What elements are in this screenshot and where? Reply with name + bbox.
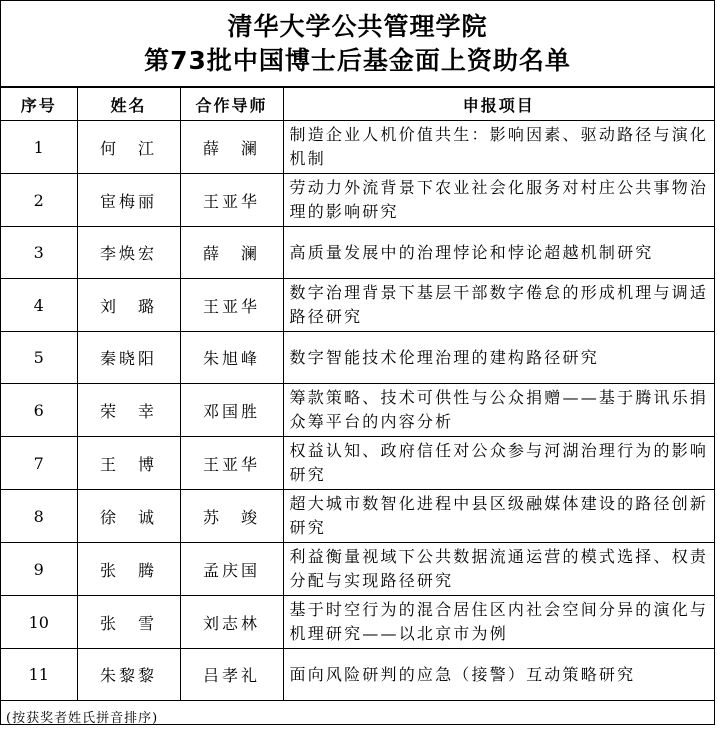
row-advisor: 王亚华 xyxy=(180,279,283,332)
header-project: 申报项目 xyxy=(283,88,714,121)
row-advisor: 王亚华 xyxy=(180,174,283,227)
row-name: 李焕宏 xyxy=(77,227,180,279)
table-row xyxy=(1,596,714,649)
row-advisor: 薛 澜 xyxy=(180,227,283,279)
row-name: 王 博 xyxy=(77,437,180,490)
header-name: 姓名 xyxy=(77,88,180,121)
table-row xyxy=(1,384,714,437)
row-advisor: 朱旭峰 xyxy=(180,332,283,384)
table-header-row xyxy=(1,88,714,121)
row-name: 刘 璐 xyxy=(77,279,180,332)
title-line-1: 清华大学公共管理学院 xyxy=(227,11,488,41)
row-index: 6 xyxy=(1,384,77,437)
table-row xyxy=(1,279,714,332)
table-row xyxy=(1,437,714,490)
table-row xyxy=(1,121,714,174)
row-advisor: 苏 竣 xyxy=(180,490,283,543)
row-index: 9 xyxy=(1,543,77,596)
row-index: 10 xyxy=(1,596,77,649)
row-project: 高质量发展中的治理悖论和悖论超越机制研究 xyxy=(283,227,714,279)
row-advisor: 王亚华 xyxy=(180,437,283,490)
table-row xyxy=(1,227,714,279)
table-row xyxy=(1,332,714,384)
row-advisor: 邓国胜 xyxy=(180,384,283,437)
row-advisor: 刘志林 xyxy=(180,596,283,649)
row-name: 秦晓阳 xyxy=(77,332,180,384)
row-project: 劳动力外流背景下农业社会化服务对村庄公共事物治理的影响研究 xyxy=(283,174,714,227)
table-row xyxy=(1,649,714,701)
table-row xyxy=(1,490,714,543)
row-index: 11 xyxy=(1,649,77,701)
title-line-2: 第73批中国博士后基金面上资助名单 xyxy=(144,45,571,75)
row-name: 何 江 xyxy=(77,121,180,174)
row-advisor: 吕孝礼 xyxy=(180,649,283,701)
row-index: 5 xyxy=(1,332,77,384)
sort-note: (按获奖者姓氏拼音排序) xyxy=(6,710,159,726)
row-name: 张 雪 xyxy=(77,596,180,649)
row-index: 7 xyxy=(1,437,77,490)
row-name: 荣 幸 xyxy=(77,384,180,437)
recipient-table xyxy=(1,87,714,701)
row-index: 8 xyxy=(1,490,77,543)
row-project: 筹款策略、技术可供性与公众捐赠——基于腾讯乐捐众筹平台的内容分析 xyxy=(283,384,714,437)
header-advisor: 合作导师 xyxy=(180,88,283,121)
row-project: 基于时空行为的混合居住区内社会空间分异的演化与机理研究——以北京市为例 xyxy=(283,596,714,649)
row-project: 数字治理背景下基层干部数字倦怠的形成机理与调适路径研究 xyxy=(283,279,714,332)
row-name: 宦梅丽 xyxy=(77,174,180,227)
row-name: 徐 诚 xyxy=(77,490,180,543)
row-advisor: 孟庆国 xyxy=(180,543,283,596)
row-project: 利益衡量视域下公共数据流通运营的模式选择、权责分配与实现路径研究 xyxy=(283,543,714,596)
row-index: 4 xyxy=(1,279,77,332)
row-project: 数字智能技术伦理治理的建构路径研究 xyxy=(283,332,714,384)
row-name: 张 腾 xyxy=(77,543,180,596)
row-advisor: 薛 澜 xyxy=(180,121,283,174)
table-row xyxy=(1,174,714,227)
table-row xyxy=(1,543,714,596)
row-project: 制造企业人机价值共生：影响因素、驱动路径与演化机制 xyxy=(283,121,714,174)
row-index: 3 xyxy=(1,227,77,279)
row-project: 超大城市数智化进程中县区级融媒体建设的路径创新研究 xyxy=(283,490,714,543)
header-index: 序号 xyxy=(1,88,77,121)
row-index: 2 xyxy=(1,174,77,227)
row-project: 面向风险研判的应急（接警）互动策略研究 xyxy=(283,649,714,701)
row-index: 1 xyxy=(1,121,77,174)
row-project: 权益认知、政府信任对公众参与河湖治理行为的影响研究 xyxy=(283,437,714,490)
title-block xyxy=(1,1,714,87)
table-body xyxy=(1,121,714,701)
row-name: 朱黎黎 xyxy=(77,649,180,701)
